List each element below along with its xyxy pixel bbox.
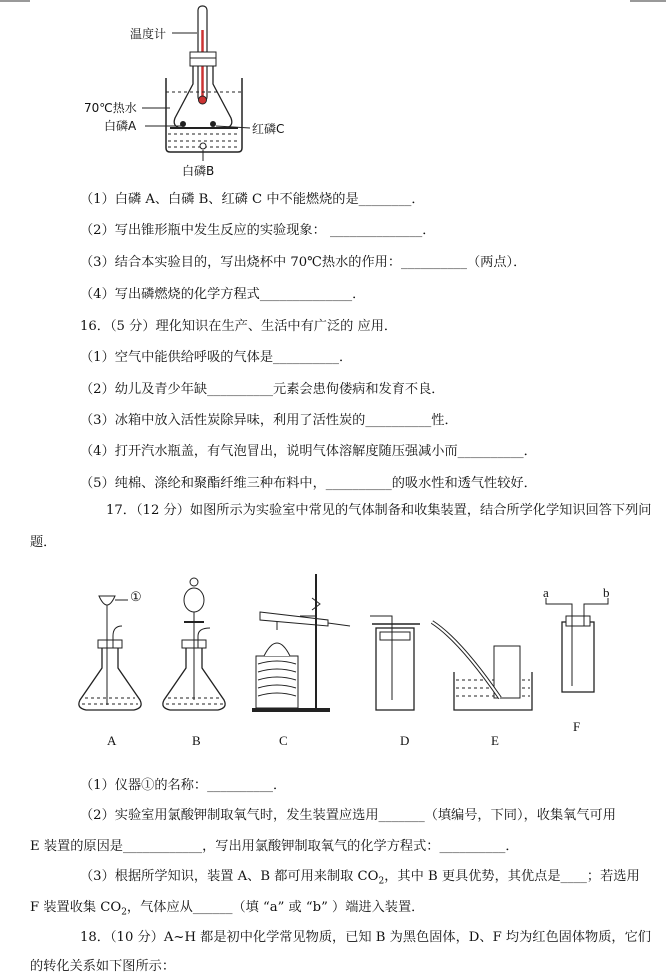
thermometer-label: 温度计	[130, 27, 167, 41]
q16-stem: 16．（5 分）理化知识在生产、生活中有广泛的 应用．	[80, 319, 398, 334]
q16-item-2: （2）幼儿及青少年缺__________元素会患佝偻病和发育不良．	[80, 382, 445, 397]
apparatus-label-b: B	[192, 733, 201, 748]
apparatus-label-f: F	[573, 719, 581, 734]
q18-line1: 18．（10 分）A~H 都是初中化学常见物质，已知 B 为黑色固体，D、F 均为红色固体物质，它们	[80, 930, 651, 945]
q15-item-2: （2）写出锥形瓶中发生反应的实验现象： ______________．	[80, 223, 436, 238]
hot-water-label: 70℃热水	[84, 101, 137, 115]
apparatus-c	[252, 574, 350, 712]
q15-item-1: （1）白磷 A、白磷 B、红磷 C 中不能燃烧的是________．	[80, 192, 425, 207]
q17-sub-2-line2: E 装置的原因是____________，写出用氯酸钾制取氧气的化学方程式：__________．	[30, 839, 519, 854]
q17-sub-2-line1: （2）实验室用氯酸钾制取氧气时，发生装置应选用_______（填编号，下同），收集氧气可用	[80, 808, 616, 823]
apparatus-b	[163, 578, 225, 710]
instrument-1-marker: ①	[130, 590, 142, 605]
q17-stem-line1: 17．（12 分）如图所示为实验室中常见的气体制备和收集装置，结合所学化学知识回答下列问	[106, 503, 652, 518]
apparatus-a	[79, 596, 141, 710]
apparatus-label-a: A	[107, 733, 117, 748]
q17-sub-1: （1）仪器①的名称：__________．	[80, 778, 287, 793]
gas-apparatus-drawing	[0, 560, 666, 740]
apparatus-label-e: E	[491, 733, 499, 748]
white-phosphorus-a-label: 白磷A	[104, 119, 137, 133]
apparatus-f	[546, 598, 608, 692]
q17-stem-line2: 题．	[30, 535, 57, 550]
q18-line2: 的转化关系如下图所示：	[30, 959, 176, 974]
red-phosphorus-c-label: 红磷C	[252, 122, 285, 136]
apparatus-label-c: C	[279, 733, 288, 748]
combustion-apparatus-drawing	[0, 0, 666, 180]
port-b-label: b	[603, 585, 610, 600]
apparatus-d	[370, 616, 420, 710]
q15-item-4: （4）写出磷燃烧的化学方程式______________．	[80, 287, 366, 302]
q16-item-1: （1）空气中能供给呼吸的气体是__________．	[80, 350, 353, 365]
q15-item-3: （3）结合本实验目的，写出烧杯中 70℃热水的作用：__________（两点）．	[80, 255, 527, 270]
q16-item-3: （3）冰箱中放入活性炭除异味，利用了活性炭的__________性．	[80, 413, 458, 428]
apparatus-label-d: D	[400, 733, 410, 748]
q16-item-5: （5）纯棉、涤纶和聚酯纤维三种布料中，__________的吸水性和透气性较好．	[80, 476, 537, 491]
white-phosphorus-b-label: 白磷B	[182, 164, 215, 178]
q17-sub-3-line1: （3）根据所学知识，装置 A、B 都可用来制取 $CO_2$，其中 B 更具优势，其优点是____；若选用	[80, 869, 640, 887]
port-a-label: a	[543, 585, 549, 600]
apparatus-e	[432, 622, 532, 710]
q17-sub-3-line2: F 装置收集 $CO_2$，气体应从______（填 “a” 或 “b” ）端进入装置．	[30, 900, 425, 918]
q16-item-4: （4）打开汽水瓶盖，有气泡冒出，说明气体溶解度随压强减小而__________．	[80, 444, 537, 459]
